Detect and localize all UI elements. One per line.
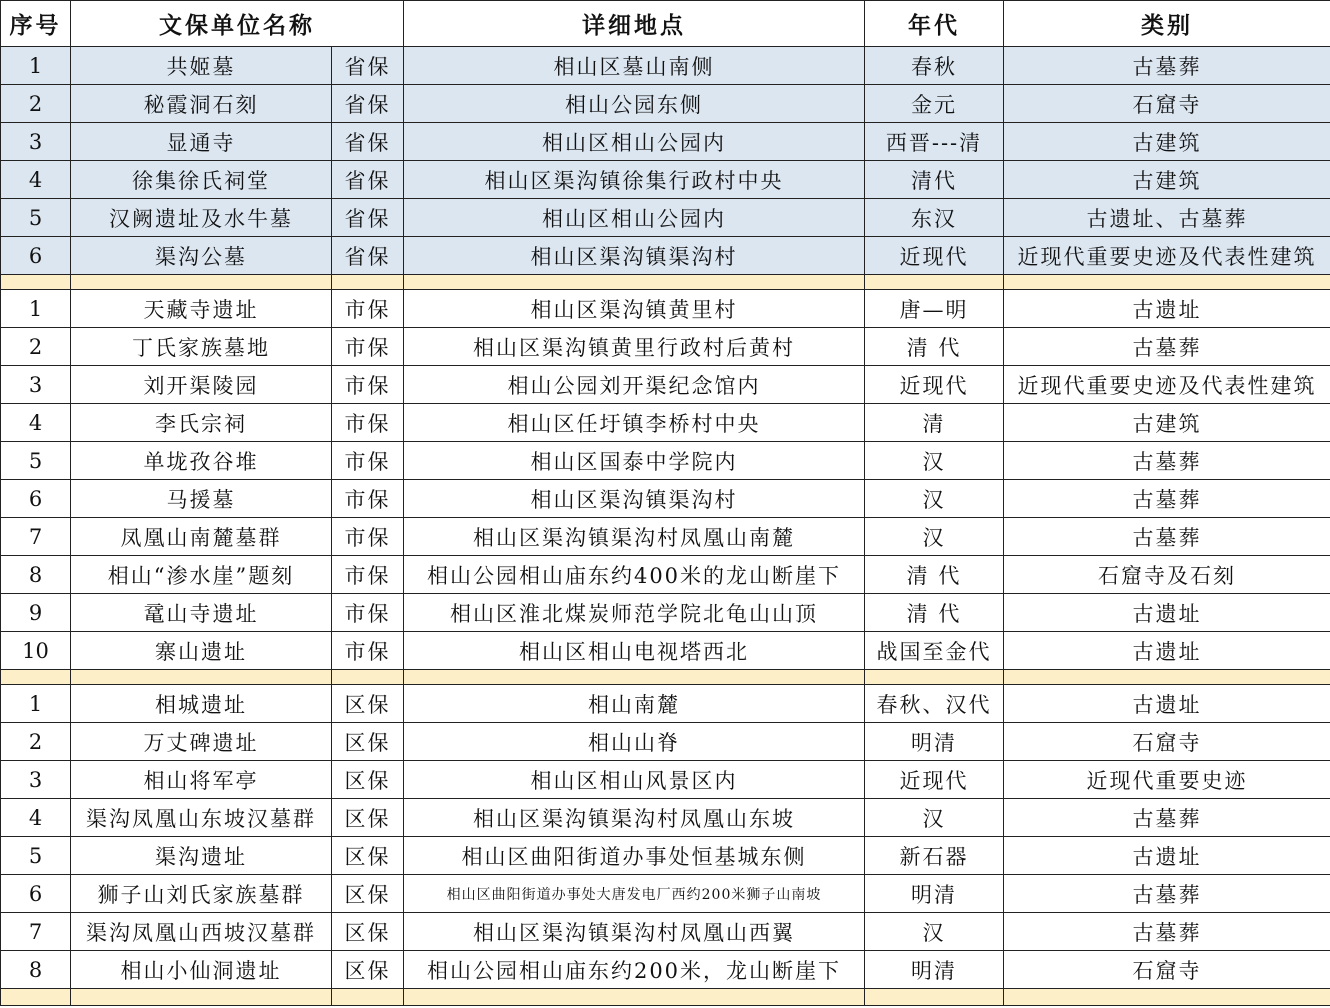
address-cell: 相山公园相山庙东约200米，龙山断崖下 (404, 951, 865, 989)
seq-cell: 1 (1, 290, 71, 328)
address-cell: 相山区墓山南侧 (404, 47, 865, 85)
seq-cell: 10 (1, 632, 71, 670)
table-row (1, 556, 1330, 594)
separator-cell (332, 275, 404, 290)
table-row (1, 199, 1330, 237)
address-cell: 相山区淮北煤炭师范学院北龟山山顶 (404, 594, 865, 632)
seq-cell: 7 (1, 518, 71, 556)
category-cell: 石窟寺 (1004, 85, 1330, 123)
level-cell: 市保 (332, 442, 404, 480)
seq-cell: 7 (1, 913, 71, 951)
separator-cell (865, 275, 1004, 290)
address-cell: 相山公园东侧 (404, 85, 865, 123)
table-row (1, 518, 1330, 556)
level-cell: 省保 (332, 237, 404, 275)
header-name: 文保单位名称 (71, 1, 404, 47)
seq-cell: 3 (1, 366, 71, 404)
era-cell: 明清 (865, 951, 1004, 989)
era-cell: 近现代 (865, 237, 1004, 275)
era-cell: 汉 (865, 480, 1004, 518)
category-cell: 古遗址 (1004, 632, 1330, 670)
seq-cell: 6 (1, 875, 71, 913)
name-cell: 狮子山刘氏家族墓群 (71, 875, 332, 913)
level-cell: 区保 (332, 837, 404, 875)
section-separator (1, 670, 1330, 685)
separator-cell (1004, 989, 1330, 1006)
address-cell: 相山区相山公园内 (404, 123, 865, 161)
era-cell: 汉 (865, 799, 1004, 837)
seq-cell: 2 (1, 328, 71, 366)
category-cell: 古建筑 (1004, 161, 1330, 199)
header-address: 详细地点 (404, 1, 865, 47)
table-row (1, 594, 1330, 632)
table-row (1, 632, 1330, 670)
table-row (1, 366, 1330, 404)
level-cell: 市保 (332, 328, 404, 366)
era-cell: 明清 (865, 875, 1004, 913)
category-cell: 古墓葬 (1004, 480, 1330, 518)
category-cell: 石窟寺 (1004, 723, 1330, 761)
level-cell: 省保 (332, 161, 404, 199)
separator-cell (1, 275, 71, 290)
category-cell: 古墓葬 (1004, 875, 1330, 913)
seq-cell: 2 (1, 85, 71, 123)
level-cell: 市保 (332, 632, 404, 670)
section-separator (1, 989, 1330, 1006)
name-cell: 显通寺 (71, 123, 332, 161)
level-cell: 市保 (332, 480, 404, 518)
category-cell: 古遗址、古墓葬 (1004, 199, 1330, 237)
separator-cell (404, 275, 865, 290)
seq-cell: 5 (1, 199, 71, 237)
category-cell: 古遗址 (1004, 594, 1330, 632)
table-row (1, 723, 1330, 761)
name-cell: 马援墓 (71, 480, 332, 518)
era-cell: 清 代 (865, 594, 1004, 632)
address-cell: 相山山脊 (404, 723, 865, 761)
era-cell: 战国至金代 (865, 632, 1004, 670)
header-seq: 序号 (1, 1, 71, 47)
address-cell: 相山区曲阳街道办事处恒基城东侧 (404, 837, 865, 875)
address-cell: 相山区渠沟镇徐集行政村中央 (404, 161, 865, 199)
seq-cell: 1 (1, 685, 71, 723)
table-row (1, 47, 1330, 85)
level-cell: 省保 (332, 123, 404, 161)
table-row (1, 913, 1330, 951)
category-cell: 古墓葬 (1004, 442, 1330, 480)
name-cell: 相山小仙洞遗址 (71, 951, 332, 989)
category-cell: 古墓葬 (1004, 799, 1330, 837)
section-separator (1, 275, 1330, 290)
name-cell: 寨山遗址 (71, 632, 332, 670)
address-cell: 相山区渠沟镇渠沟村凤凰山南麓 (404, 518, 865, 556)
era-cell: 春秋、汉代 (865, 685, 1004, 723)
table-row (1, 837, 1330, 875)
address-cell: 相山区渠沟镇黄里行政村后黄村 (404, 328, 865, 366)
separator-cell (404, 989, 865, 1006)
era-cell: 唐—明 (865, 290, 1004, 328)
address-cell: 相山公园刘开渠纪念馆内 (404, 366, 865, 404)
address-cell: 相山南麓 (404, 685, 865, 723)
category-cell: 古建筑 (1004, 404, 1330, 442)
table-row (1, 685, 1330, 723)
level-cell: 区保 (332, 723, 404, 761)
address-cell: 相山区相山电视塔西北 (404, 632, 865, 670)
table-row (1, 85, 1330, 123)
name-cell: 相山将军亭 (71, 761, 332, 799)
table-row (1, 761, 1330, 799)
separator-cell (865, 670, 1004, 685)
category-cell: 古墓葬 (1004, 47, 1330, 85)
category-cell: 古墓葬 (1004, 328, 1330, 366)
address-cell: 相山区渠沟镇渠沟村 (404, 480, 865, 518)
header-era: 年代 (865, 1, 1004, 47)
seq-cell: 3 (1, 761, 71, 799)
seq-cell: 6 (1, 237, 71, 275)
era-cell: 汉 (865, 518, 1004, 556)
category-cell: 古遗址 (1004, 837, 1330, 875)
level-cell: 市保 (332, 366, 404, 404)
name-cell: 相山“渗水崖”题刻 (71, 556, 332, 594)
level-cell: 区保 (332, 875, 404, 913)
era-cell: 近现代 (865, 366, 1004, 404)
separator-cell (332, 670, 404, 685)
era-cell: 明清 (865, 723, 1004, 761)
era-cell: 西晋---清 (865, 123, 1004, 161)
name-cell: 徐集徐氏祠堂 (71, 161, 332, 199)
separator-cell (1004, 275, 1330, 290)
seq-cell: 3 (1, 123, 71, 161)
address-cell: 相山区相山公园内 (404, 199, 865, 237)
name-cell: 共姬墓 (71, 47, 332, 85)
name-cell: 汉阙遗址及水牛墓 (71, 199, 332, 237)
seq-cell: 9 (1, 594, 71, 632)
separator-cell (1004, 670, 1330, 685)
separator-cell (71, 670, 332, 685)
header-row (1, 1, 1330, 47)
level-cell: 区保 (332, 913, 404, 951)
name-cell: 单垅孜谷堆 (71, 442, 332, 480)
level-cell: 区保 (332, 761, 404, 799)
seq-cell: 2 (1, 723, 71, 761)
era-cell: 清 代 (865, 328, 1004, 366)
address-cell: 相山公园相山庙东约400米的龙山断崖下 (404, 556, 865, 594)
category-cell: 石窟寺及石刻 (1004, 556, 1330, 594)
address-cell: 相山区国泰中学院内 (404, 442, 865, 480)
table-row (1, 404, 1330, 442)
address-cell: 相山区曲阳街道办事处大唐发电厂西约200米狮子山南坡 (404, 875, 865, 913)
name-cell: 渠沟凤凰山西坡汉墓群 (71, 913, 332, 951)
seq-cell: 4 (1, 161, 71, 199)
address-cell: 相山区相山风景区内 (404, 761, 865, 799)
address-cell: 相山区渠沟镇渠沟村 (404, 237, 865, 275)
level-cell: 区保 (332, 685, 404, 723)
separator-cell (71, 275, 332, 290)
level-cell: 省保 (332, 47, 404, 85)
name-cell: 鼋山寺遗址 (71, 594, 332, 632)
address-cell: 相山区渠沟镇渠沟村凤凰山东坡 (404, 799, 865, 837)
name-cell: 秘霞洞石刻 (71, 85, 332, 123)
name-cell: 丁氏家族墓地 (71, 328, 332, 366)
level-cell: 省保 (332, 85, 404, 123)
table-row (1, 875, 1330, 913)
level-cell: 省保 (332, 199, 404, 237)
category-cell: 古建筑 (1004, 123, 1330, 161)
table-row (1, 799, 1330, 837)
table-row (1, 328, 1330, 366)
seq-cell: 4 (1, 404, 71, 442)
name-cell: 万丈碑遗址 (71, 723, 332, 761)
era-cell: 近现代 (865, 761, 1004, 799)
era-cell: 金元 (865, 85, 1004, 123)
name-cell: 天藏寺遗址 (71, 290, 332, 328)
name-cell: 渠沟遗址 (71, 837, 332, 875)
level-cell: 市保 (332, 594, 404, 632)
seq-cell: 4 (1, 799, 71, 837)
era-cell: 新石器 (865, 837, 1004, 875)
separator-cell (404, 670, 865, 685)
era-cell: 汉 (865, 442, 1004, 480)
address-cell: 相山区任圩镇李桥村中央 (404, 404, 865, 442)
category-cell: 石窟寺 (1004, 951, 1330, 989)
header-category: 类别 (1004, 1, 1330, 47)
name-cell: 凤凰山南麓墓群 (71, 518, 332, 556)
table-row (1, 290, 1330, 328)
seq-cell: 6 (1, 480, 71, 518)
table-row (1, 442, 1330, 480)
seq-cell: 5 (1, 837, 71, 875)
separator-cell (1, 670, 71, 685)
category-cell: 古墓葬 (1004, 518, 1330, 556)
category-cell: 近现代重要史迹及代表性建筑 (1004, 237, 1330, 275)
category-cell: 近现代重要史迹 (1004, 761, 1330, 799)
name-cell: 相城遗址 (71, 685, 332, 723)
era-cell: 清 (865, 404, 1004, 442)
separator-cell (1, 989, 71, 1006)
level-cell: 市保 (332, 290, 404, 328)
era-cell: 东汉 (865, 199, 1004, 237)
name-cell: 渠沟凤凰山东坡汉墓群 (71, 799, 332, 837)
era-cell: 清 代 (865, 556, 1004, 594)
table-row (1, 237, 1330, 275)
level-cell: 市保 (332, 556, 404, 594)
category-cell: 古遗址 (1004, 290, 1330, 328)
seq-cell: 8 (1, 556, 71, 594)
category-cell: 近现代重要史迹及代表性建筑 (1004, 366, 1330, 404)
separator-cell (71, 989, 332, 1006)
category-cell: 古遗址 (1004, 685, 1330, 723)
table-row (1, 480, 1330, 518)
level-cell: 市保 (332, 518, 404, 556)
level-cell: 区保 (332, 799, 404, 837)
level-cell: 市保 (332, 404, 404, 442)
name-cell: 渠沟公墓 (71, 237, 332, 275)
address-cell: 相山区渠沟镇黄里村 (404, 290, 865, 328)
name-cell: 刘开渠陵园 (71, 366, 332, 404)
table-row (1, 123, 1330, 161)
table-row (1, 161, 1330, 199)
table-row (1, 951, 1330, 989)
separator-cell (865, 989, 1004, 1006)
seq-cell: 8 (1, 951, 71, 989)
address-cell: 相山区渠沟镇渠沟村凤凰山西翼 (404, 913, 865, 951)
level-cell: 区保 (332, 951, 404, 989)
seq-cell: 1 (1, 47, 71, 85)
era-cell: 清代 (865, 161, 1004, 199)
name-cell: 李氏宗祠 (71, 404, 332, 442)
separator-cell (332, 989, 404, 1006)
era-cell: 春秋 (865, 47, 1004, 85)
category-cell: 古墓葬 (1004, 913, 1330, 951)
era-cell: 汉 (865, 913, 1004, 951)
seq-cell: 5 (1, 442, 71, 480)
